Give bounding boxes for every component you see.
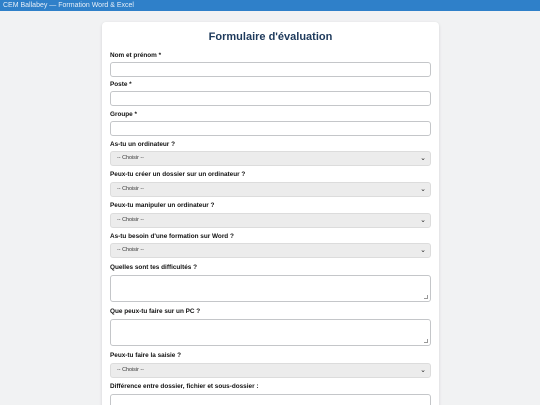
groupe-input[interactable] xyxy=(110,121,431,136)
pc-textarea[interactable] xyxy=(110,319,431,346)
difference-textarea[interactable] xyxy=(110,394,431,405)
chevron-down-icon: ⌄ xyxy=(420,217,426,224)
ordinateur-select-value: -- Choisir -- xyxy=(117,155,144,161)
saisie-select[interactable] xyxy=(110,363,431,378)
difference-label: Différence entre dossier, fichier et sous-dossier : xyxy=(110,383,259,390)
window-title-bar xyxy=(0,0,540,11)
form-title: Formulaire d'évaluation xyxy=(208,31,333,43)
poste-input[interactable] xyxy=(110,91,431,106)
pc-label: Que peux-tu faire sur un PC ? xyxy=(110,308,201,315)
ordinateur-label: As-tu un ordinateur ? xyxy=(110,141,175,148)
word-select[interactable] xyxy=(110,243,431,258)
dossier-select[interactable] xyxy=(110,182,431,197)
evaluation-form xyxy=(102,22,439,405)
chevron-down-icon: ⌄ xyxy=(420,155,426,162)
ordinateur-select[interactable] xyxy=(110,151,431,166)
saisie-select-value: -- Choisir -- xyxy=(117,367,144,373)
word-label: As-tu besoin d'une formation sur Word ? xyxy=(110,233,234,240)
difficultes-textarea[interactable] xyxy=(110,275,431,302)
resize-grip-icon[interactable] xyxy=(424,295,428,299)
difficultes-label: Quelles sont tes difficultés ? xyxy=(110,264,198,271)
window-title: CEM Ballabey — Formation Word & Excel xyxy=(3,2,134,9)
resize-grip-icon[interactable] xyxy=(424,339,428,343)
manipuler-select[interactable] xyxy=(110,213,431,228)
word-select-value: -- Choisir -- xyxy=(117,247,144,253)
nom-label: Nom et prénom * xyxy=(110,52,162,59)
poste-label: Poste * xyxy=(110,81,132,88)
dossier-select-value: -- Choisir -- xyxy=(117,186,144,192)
saisie-label: Peux-tu faire la saisie ? xyxy=(110,352,182,359)
manipuler-label: Peux-tu manipuler un ordinateur ? xyxy=(110,202,215,209)
dossier-label: Peux-tu créer un dossier sur un ordinateur ? xyxy=(110,171,246,178)
chevron-down-icon: ⌄ xyxy=(420,247,426,254)
nom-input[interactable] xyxy=(110,62,431,77)
manipuler-select-value: -- Choisir -- xyxy=(117,217,144,223)
chevron-down-icon: ⌄ xyxy=(420,367,426,374)
chevron-down-icon: ⌄ xyxy=(420,186,426,193)
groupe-label: Groupe * xyxy=(110,111,137,118)
